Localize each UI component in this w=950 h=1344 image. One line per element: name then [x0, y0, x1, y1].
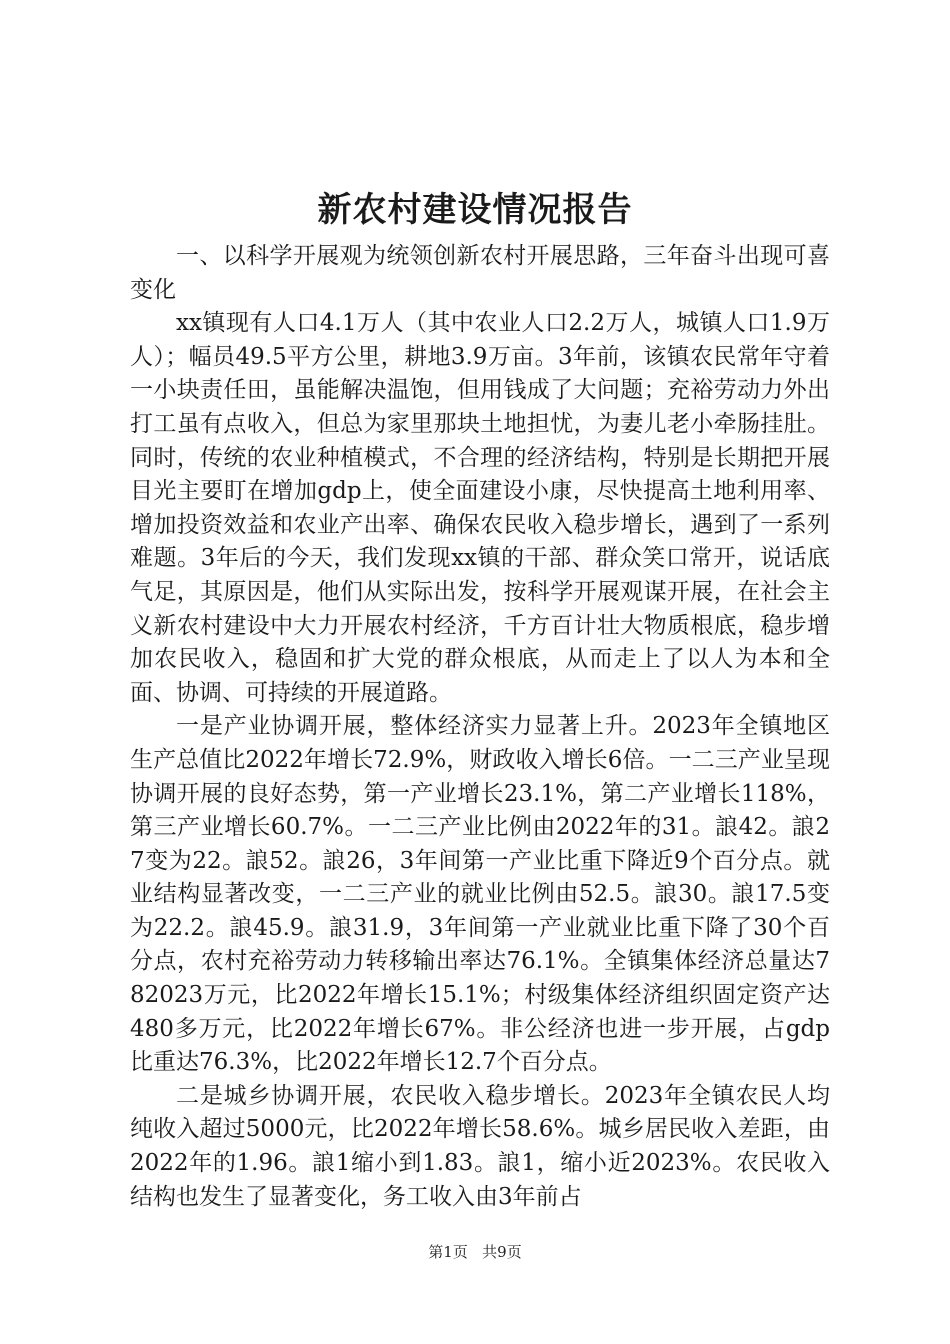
document-body — [130, 240, 830, 1214]
page-total: 共9页 — [482, 1243, 522, 1261]
page-number: 第1页 — [428, 1243, 468, 1261]
section-heading: 一、以科学开展观为统领创新农村开展思路，三年奋斗出现可喜变化 — [130, 243, 830, 303]
document-title: 新农村建设情况报告 — [317, 190, 633, 230]
paragraph-income: 二是城乡协调开展，农民收入稳步增长。2023年全镇农民人均纯收入超过5000元，比2022年增长58.6%。城乡居民收入差距，由2022年的1.96。誏1缩小到1.83。誏1，缩小近2023%。农民收入结构也发生了显著变化，务工收入由3年前占 — [130, 1082, 830, 1210]
paragraph-overview: xx镇现有人口4.1万人（其中农业人口2.2万人，城镇人口1.9万人）；幅员49.5平方公里，耕地3.9万亩。3年前，该镇农民常年守着一小块责任田，虽能解决温饱，但用钱成了大问题；充裕劳动力外出打工虽有点收入，但总为家里那块土地担忧，为妻儿老小牵肠挂肚。同时，传统的农业种植模式，不合理的经济结构，特别是长期把开展目光主要盯在增加gdp上，使全面建设小康，尽快提高土地利用率、增加投资效益和农业产出率、确保农民收入稳步增长，遇到了一系列难题。3年后的今天，我们发现xx镇的干部、群众笑口常开，说话底气足，其原因是，他们从实际出发，按科学开展观谋开展，在社会主义新农村建设中大力开展农村经济，千方百计壮大物质根底，稳步增加农民收入，稳固和扩大党的群众根底，从而走上了以人为本和全面、协调、可持续的开展道路。 — [130, 310, 830, 706]
page-footer — [0, 1240, 950, 1264]
paragraph-industry: 一是产业协调开展，整体经济实力显著上升。2023年全镇地区生产总值比2022年增长72.9%，财政收入增长6倍。一二三产业呈现协调开展的良好态势，第一产业增长23.1%，第二产业增长118%，第三产业增长60.7%。一二三产业比例由2022年的31。誏42。誏27变为22。誏52。誏26，3年间第一产业比重下降近9个百分点。就业结构显著改变，一二三产业的就业比例由52.5。誏30。誏17.5变为22.2。誏45.9。誏31.9，3年间第一产业就业比重下降了30个百分点，农村充裕劳动力转移输出率达76.1%。全镇集体经济总量达782023万元，比2022年增长15.1%；村级集体经济组织固定资产达480多万元，比2022年增长67%。非公经济也进一步开展，占gdp比重达76.3%，比2022年增长12.7个百分点。 — [130, 713, 830, 1076]
footer-spacer — [473, 1243, 478, 1261]
